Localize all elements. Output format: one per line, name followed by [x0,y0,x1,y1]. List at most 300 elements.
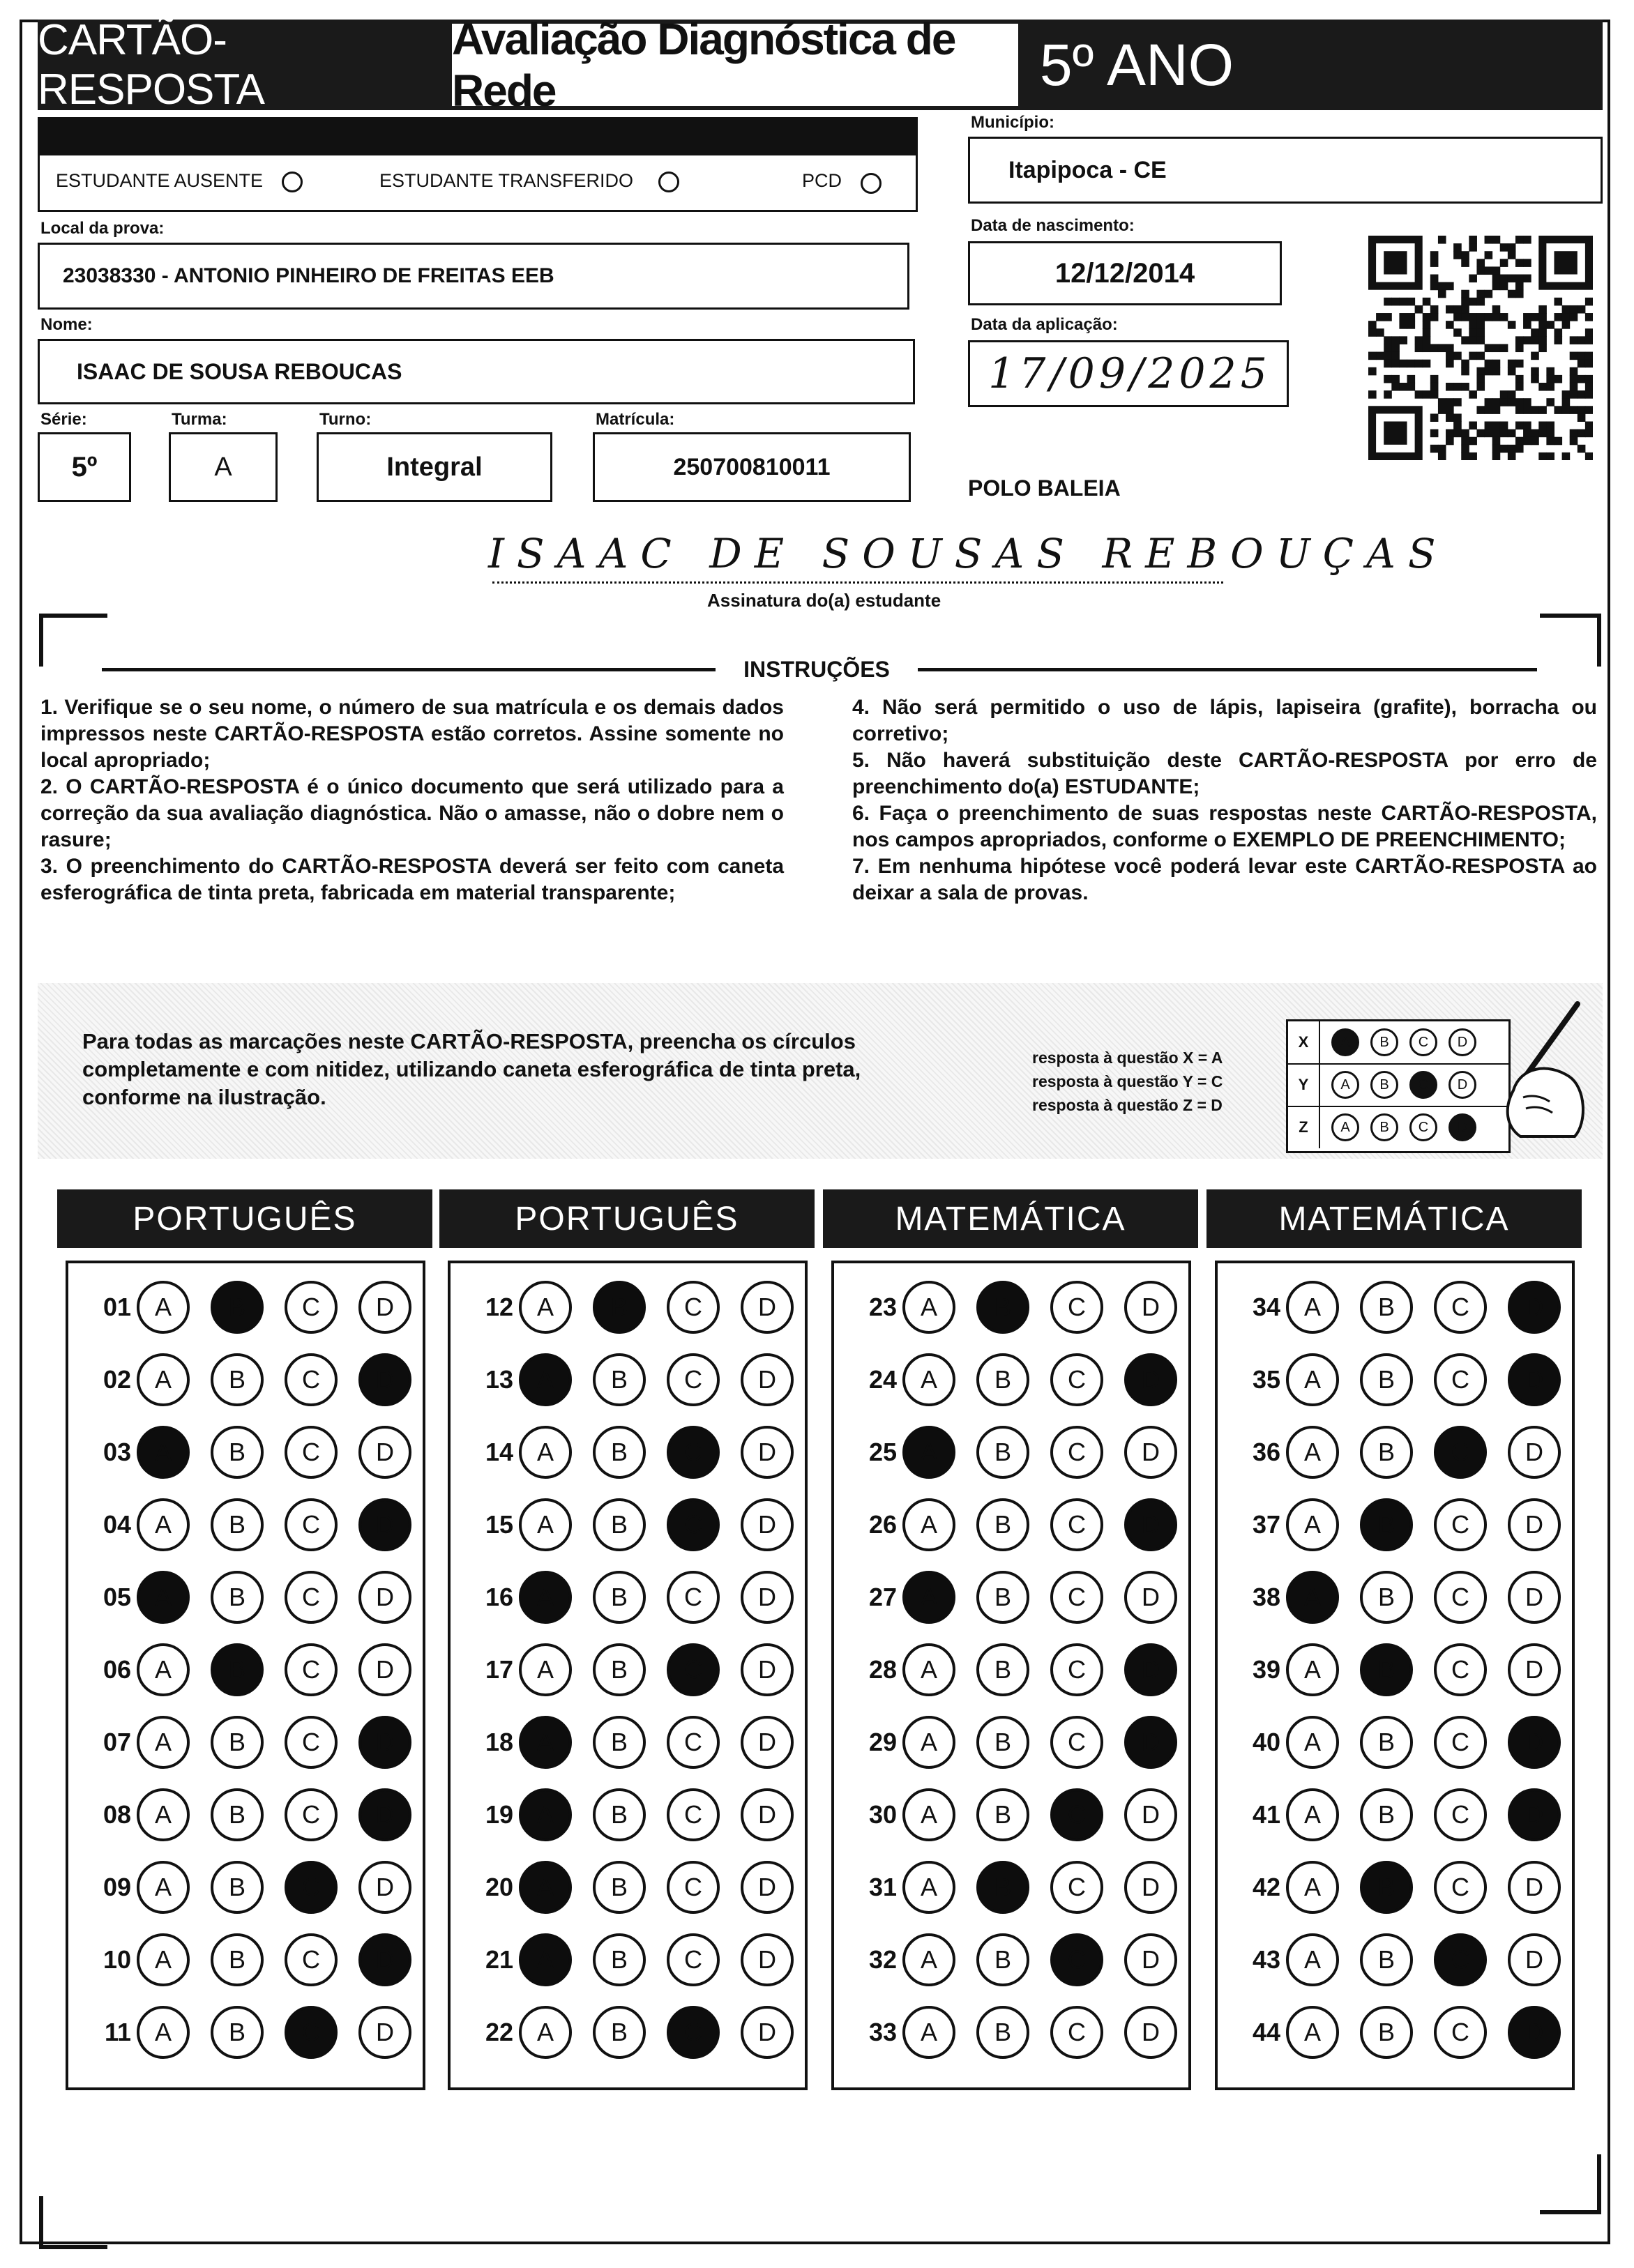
answer-bubble[interactable]: D [741,1788,794,1841]
example-bubble: C [1409,1113,1437,1141]
instruction-item: 4. Não será permitido o uso de lápis, lapiseira (grafite), borracha ou corretivo; [852,696,1597,745]
answer-bubble[interactable]: D [1508,1498,1561,1551]
question-number: 36 [1252,1438,1280,1466]
answer-bubble[interactable]: D [741,1353,794,1406]
answer-bubble[interactable]: A [137,1571,190,1624]
answer-bubble[interactable]: C [1434,1571,1487,1624]
answer-bubble[interactable]: B [211,1353,264,1406]
answer-bubble[interactable]: D [741,1716,794,1769]
answer-bubble[interactable]: B [1360,1353,1413,1406]
answer-bubble[interactable]: A [1286,2006,1339,2059]
question-number: 11 [104,2018,131,2046]
example-row-label: Y [1288,1064,1320,1106]
answer-bubble[interactable]: C [1434,1716,1487,1769]
answer-bubble[interactable]: B [976,1861,1029,1914]
absent-label: ESTUDANTE AUSENTE [56,170,264,191]
instruction-item: 6. Faça o preenchimento de suas respostas neste CARTÃO-RESPOSTA, nos campos apropriados, conforme o EXEMPLO DE PREENCHIMENTO; [852,802,1597,851]
answer-bubble[interactable]: C [667,1933,720,1986]
answer-bubble[interactable]: A [1286,1643,1339,1696]
question-row [464,1566,815,1629]
answer-bubble[interactable]: B [976,1498,1029,1551]
answer-bubble[interactable]: C [1050,1716,1103,1769]
answer-bubble[interactable]: C [667,1716,720,1769]
answer-bubble[interactable]: D [1508,1426,1561,1479]
question-row [464,1276,815,1339]
answer-bubble[interactable]: C [285,1498,338,1551]
answer-bubble[interactable]: A [519,1933,572,1986]
answer-bubble[interactable]: A [137,1643,190,1696]
question-row [1232,1783,1582,1846]
question-row [82,1566,432,1629]
answer-bubble[interactable]: D [358,1933,411,1986]
instruction-item: 2. O CARTÃO-RESPOSTA é o único documento que será utilizado para a correção da sua avaliação diagnóstica. Não o amasse, não o dobre nem o rasure; [40,775,784,851]
panel-title: PORTUGUÊS [439,1189,815,1248]
corner-mark-bottom-left [39,2196,107,2249]
pcd-checkbox[interactable] [861,173,882,194]
answer-bubble[interactable]: B [211,2006,264,2059]
answer-bubble[interactable]: A [519,1281,572,1334]
answer-bubble[interactable]: A [902,1353,955,1406]
answer-bubble[interactable]: B [976,1571,1029,1624]
question-row [848,1856,1198,1919]
pcd-label: PCD [802,170,842,191]
answer-bubble[interactable]: A [1286,1788,1339,1841]
answer-bubble[interactable]: D [358,1426,411,1479]
answer-bubble[interactable]: C [1434,1643,1487,1696]
answer-bubble[interactable]: B [1360,1716,1413,1769]
answer-bubble[interactable]: D [1124,1716,1177,1769]
question-number: 27 [868,1583,897,1611]
answer-bubble[interactable]: C [1050,1426,1103,1479]
answer-bubble[interactable]: D [1508,1716,1561,1769]
example-legend-z: resposta à questão Z = D [1032,1096,1223,1114]
question-number: 28 [868,1655,897,1684]
answer-bubble[interactable]: B [211,1933,264,1986]
answer-bubble[interactable]: C [285,1571,338,1624]
birthdate-label: Data de nascimento: [971,216,1135,235]
qr-code-icon [1368,236,1593,460]
answer-bubble[interactable]: C [1050,1861,1103,1914]
answer-bubble[interactable]: D [1124,1788,1177,1841]
question-row [82,1928,432,1991]
answer-bubble[interactable]: A [519,1716,572,1769]
example-legend-y: resposta à questão Y = C [1032,1072,1223,1090]
question-number: 21 [485,1945,513,1974]
question-number: 43 [1252,1945,1280,1974]
answer-bubble[interactable]: B [593,1498,646,1551]
answer-bubble[interactable]: C [667,1788,720,1841]
question-row [1232,1493,1582,1556]
answer-bubble[interactable]: C [285,1643,338,1696]
answer-bubble[interactable]: B [593,1861,646,1914]
answer-bubble[interactable]: C [667,1281,720,1334]
answer-bubble[interactable]: B [211,1498,264,1551]
answer-bubble[interactable]: B [1360,1498,1413,1551]
question-row [1232,1638,1582,1701]
answer-bubble[interactable]: B [976,1716,1029,1769]
question-row [1232,1421,1582,1484]
answer-bubble[interactable]: A [137,1933,190,1986]
answer-bubble[interactable]: C [285,1281,338,1334]
answer-bubble[interactable]: C [285,2006,338,2059]
answer-bubble[interactable]: A [519,1353,572,1406]
turma-label: Turma: [172,410,227,429]
answer-bubble[interactable]: C [1434,1933,1487,1986]
question-number: 24 [868,1365,897,1394]
local-prova-value: 23038330 - ANTONIO PINHEIRO DE FREITAS EEB [63,264,554,287]
question-number: 31 [868,1873,897,1901]
card-title: CARTÃO-RESPOSTA [38,16,265,114]
answer-bubble[interactable]: C [667,1353,720,1406]
absent-checkbox[interactable] [282,172,303,192]
answer-bubble[interactable]: A [902,1933,955,1986]
example-legend [1032,1046,1223,1117]
answer-bubble[interactable]: C [1434,1426,1487,1479]
example-bubble: B [1370,1071,1398,1099]
question-number: 15 [485,1510,513,1539]
answer-bubble[interactable]: B [211,1716,264,1769]
answer-bubble[interactable]: C [1434,1498,1487,1551]
answer-bubble[interactable]: C [1050,1933,1103,1986]
question-number: 34 [1252,1293,1280,1321]
answer-bubble[interactable]: A [1286,1571,1339,1624]
answer-bubble[interactable]: D [1124,2006,1177,2059]
answer-bubble[interactable]: B [211,1861,264,1914]
answer-bubble[interactable]: D [741,1933,794,1986]
hand-with-pen-icon [1492,1000,1590,1139]
answer-bubble[interactable]: C [285,1426,338,1479]
answer-bubble[interactable]: A [902,1788,955,1841]
question-number: 23 [868,1293,897,1321]
answer-bubble[interactable]: A [902,1861,955,1914]
answer-bubble[interactable]: B [593,1788,646,1841]
answer-bubble[interactable]: C [285,1933,338,1986]
question-row [82,1638,432,1701]
application-date-label: Data da aplicação: [971,315,1118,334]
instruction-item: 1. Verifique se o seu nome, o número de sua matrícula e os demais dados impressos neste CARTÃO-RESPOSTA estão corretos. Assine somente no local apropriado; [40,696,784,772]
answer-bubble[interactable]: B [1360,1933,1413,1986]
question-number: 42 [1252,1873,1280,1901]
answer-bubble[interactable]: B [593,2006,646,2059]
answer-bubble[interactable]: A [1286,1353,1339,1406]
answer-bubble[interactable]: A [1286,1426,1339,1479]
answer-bubble[interactable]: A [137,1426,190,1479]
question-row [464,1711,815,1774]
answer-bubble[interactable]: A [137,1353,190,1406]
example-bubble: D [1448,1028,1476,1056]
answer-bubble[interactable]: A [137,1861,190,1914]
question-number: 07 [103,1728,131,1756]
answer-bubble[interactable]: A [519,1426,572,1479]
answer-bubble[interactable]: D [358,1571,411,1624]
question-row [848,1928,1198,1991]
answer-panel [448,1261,808,2090]
answer-bubble[interactable]: B [593,1281,646,1334]
answer-bubble[interactable]: D [1508,1353,1561,1406]
answer-bubble[interactable]: D [358,1353,411,1406]
answer-bubble[interactable]: B [211,1643,264,1696]
question-number: 32 [868,1945,897,1974]
answer-bubble[interactable]: C [285,1788,338,1841]
answer-bubble[interactable]: D [1508,1281,1561,1334]
answer-bubble[interactable]: C [667,1571,720,1624]
transferred-checkbox[interactable] [658,172,679,192]
answer-bubble[interactable]: C [285,1716,338,1769]
answer-bubble[interactable]: C [1050,1571,1103,1624]
turno-label: Turno: [319,410,372,429]
question-number: 05 [103,1583,131,1611]
answer-bubble[interactable]: D [741,1281,794,1334]
answer-bubble[interactable]: D [358,2006,411,2059]
answer-bubble[interactable]: C [667,1861,720,1914]
answer-bubble[interactable]: D [358,1861,411,1914]
answer-bubble[interactable]: C [667,1643,720,1696]
question-number: 20 [485,1873,513,1901]
answer-bubble[interactable]: B [976,1426,1029,1479]
answer-bubble[interactable]: A [1286,1861,1339,1914]
question-row [464,1638,815,1701]
answer-bubble[interactable]: D [1508,1788,1561,1841]
answer-bubble[interactable]: D [1124,1933,1177,1986]
answer-bubble[interactable]: B [1360,1281,1413,1334]
answer-bubble[interactable]: B [1360,1426,1413,1479]
question-row [464,1856,815,1919]
question-row [82,1276,432,1339]
instructions-rule-right [918,668,1537,671]
answer-panel [66,1261,425,2090]
question-number: 35 [1252,1365,1280,1394]
corner-mark-top-right [1540,614,1601,667]
answer-bubble[interactable]: C [1050,1788,1103,1841]
answer-bubble[interactable]: A [1286,1281,1339,1334]
answer-bubble[interactable]: B [593,1643,646,1696]
instruction-item: 5. Não haverá substituição deste CARTÃO-RESPOSTA por erro de preenchimento do(a) ESTUDANTE; [852,749,1597,798]
instructions-rule-left [102,668,716,671]
answer-bubble[interactable]: B [211,1571,264,1624]
answer-bubble[interactable]: A [137,2006,190,2059]
answer-bubble[interactable]: C [667,1498,720,1551]
answer-bubble[interactable]: A [519,2006,572,2059]
answer-bubble[interactable]: A [902,1716,955,1769]
answer-bubble[interactable]: B [593,1353,646,1406]
question-row [82,1711,432,1774]
question-row [848,1566,1198,1629]
question-row [82,1493,432,1556]
example-row [1288,1106,1508,1148]
example-fill-grid [1286,1019,1511,1153]
question-number: 39 [1252,1655,1280,1684]
answer-bubble[interactable]: D [1124,1643,1177,1696]
answer-bubble[interactable]: C [1434,1281,1487,1334]
answer-bubble[interactable]: C [1050,1643,1103,1696]
question-row [1232,1276,1582,1339]
answer-bubble[interactable]: D [358,1788,411,1841]
polo-label: POLO BALEIA [968,475,1121,501]
answer-bubble[interactable]: D [741,1498,794,1551]
question-number: 44 [1252,2018,1280,2046]
question-row [848,1783,1198,1846]
answer-bubble[interactable]: B [976,1643,1029,1696]
question-row [1232,1348,1582,1411]
answer-bubble[interactable]: A [902,1643,955,1696]
answer-bubble[interactable]: A [519,1498,572,1551]
example-bubble: A [1331,1113,1359,1141]
answer-bubble[interactable]: B [1360,1861,1413,1914]
answer-bubble[interactable]: B [1360,2006,1413,2059]
answer-bubble[interactable]: A [902,2006,955,2059]
answer-bubble[interactable]: A [1286,1933,1339,1986]
question-row [82,1421,432,1484]
panel-title: MATEMÁTICA [1206,1189,1582,1248]
answer-bubble[interactable]: D [1508,1571,1561,1624]
answer-bubble[interactable]: B [1360,1571,1413,1624]
answer-bubble[interactable]: C [1050,1353,1103,1406]
instructions-left-column [40,694,784,906]
card-subtitle: Avaliação Diagnóstica de Rede [452,24,1018,106]
answer-bubble[interactable]: B [211,1788,264,1841]
answer-bubble[interactable]: B [1360,1643,1413,1696]
birthdate-value: 12/12/2014 [1054,257,1195,289]
question-row [1232,1566,1582,1629]
answer-bubble[interactable]: B [593,1933,646,1986]
answer-bubble[interactable]: C [1434,1788,1487,1841]
answer-bubble[interactable]: B [976,1281,1029,1334]
answer-bubble[interactable]: D [358,1498,411,1551]
answer-bubble[interactable]: D [1124,1353,1177,1406]
question-row [464,1783,815,1846]
answer-bubble[interactable]: D [1508,1643,1561,1696]
question-row [82,2001,432,2064]
question-number: 41 [1252,1800,1280,1829]
answer-bubble[interactable]: A [1286,1716,1339,1769]
transferred-label: ESTUDANTE TRANSFERIDO [379,170,634,191]
answer-bubble[interactable]: A [137,1788,190,1841]
answer-bubble[interactable]: C [1434,1353,1487,1406]
answer-bubble[interactable]: C [1434,1861,1487,1914]
answer-bubble[interactable]: D [1508,2006,1561,2059]
answer-bubble[interactable]: D [1124,1861,1177,1914]
question-number: 04 [103,1510,131,1539]
answer-bubble[interactable]: D [358,1716,411,1769]
example-bubble: D [1448,1113,1476,1141]
answer-bubble[interactable]: B [211,1426,264,1479]
signature-caption: Assinatura do(a) estudante [707,590,941,611]
answer-bubble[interactable]: D [1508,1933,1561,1986]
answer-bubble[interactable]: B [593,1426,646,1479]
question-number: 33 [868,2018,897,2046]
question-number: 10 [103,1945,131,1974]
answer-bubble[interactable]: D [1124,1498,1177,1551]
answer-bubble[interactable]: C [1050,1281,1103,1334]
answer-panel [831,1261,1191,2090]
serie-label: Série: [40,410,87,429]
answer-bubble[interactable]: D [358,1643,411,1696]
answer-bubble[interactable]: A [1286,1498,1339,1551]
answer-bubble[interactable]: A [137,1716,190,1769]
question-number: 02 [103,1365,131,1394]
answer-bubble[interactable]: C [1050,2006,1103,2059]
example-text: Para todas as marcações neste CARTÃO-RESPOSTA, preencha os círculos completamente e com nitidez, utilizando caneta esferográfica de tinta preta, conforme na ilustração. [82,1029,861,1109]
example-bubble: A [1331,1028,1359,1056]
answer-bubble[interactable]: B [976,2006,1029,2059]
answer-bubble[interactable]: B [593,1571,646,1624]
corner-mark-top-left [39,614,107,667]
municipio-label: Município: [971,113,1054,132]
answer-bubble[interactable]: D [741,1426,794,1479]
question-row [848,1421,1198,1484]
answer-bubble[interactable]: C [285,1353,338,1406]
answer-bubble[interactable]: B [976,1788,1029,1841]
local-prova-label: Local da prova: [40,219,165,238]
question-row [848,2001,1198,2064]
answer-bubble[interactable]: A [519,1861,572,1914]
answer-bubble[interactable]: D [741,1861,794,1914]
question-number: 40 [1252,1728,1280,1756]
answer-bubble[interactable]: D [1508,1861,1561,1914]
answer-bubble[interactable]: D [1124,1426,1177,1479]
instructions-right-column [852,694,1597,906]
answer-bubble[interactable]: A [137,1281,190,1334]
answer-bubble[interactable]: A [519,1571,572,1624]
answer-bubble[interactable]: A [137,1498,190,1551]
answer-bubble[interactable]: B [211,1281,264,1334]
example-legend-x: resposta à questão X = A [1032,1049,1223,1067]
answer-bubble[interactable]: C [667,2006,720,2059]
answer-bubble[interactable]: D [741,1571,794,1624]
answer-bubble[interactable]: B [976,1353,1029,1406]
question-number: 08 [103,1800,131,1829]
question-row [1232,1928,1582,1991]
question-number: 30 [868,1800,897,1829]
answer-bubble[interactable]: A [902,1426,955,1479]
answer-bubble[interactable]: C [285,1861,338,1914]
answer-bubble[interactable]: C [1434,2006,1487,2059]
answer-bubble[interactable]: A [519,1788,572,1841]
answer-bubble[interactable]: D [1124,1281,1177,1334]
answer-bubble[interactable]: B [593,1716,646,1769]
question-row [848,1711,1198,1774]
answer-bubble[interactable]: D [741,1643,794,1696]
signature-line [492,581,1223,584]
answer-bubble[interactable]: B [1360,1788,1413,1841]
question-number: 38 [1252,1583,1280,1611]
question-row [464,1421,815,1484]
example-bubble: D [1448,1071,1476,1099]
matricula-label: Matrícula: [596,410,675,429]
answer-bubble[interactable]: C [667,1426,720,1479]
answer-bubble[interactable]: A [519,1643,572,1696]
question-row [82,1348,432,1411]
instruction-item: 3. O preenchimento do CARTÃO-RESPOSTA deverá ser feito com caneta esferográfica de tinta preta, fabricada em material transparente; [40,855,784,904]
answer-bubble[interactable]: C [1050,1498,1103,1551]
answer-bubble[interactable]: A [902,1498,955,1551]
name-value: ISAAC DE SOUSA REBOUCAS [77,358,402,384]
question-row [1232,1856,1582,1919]
question-number: 22 [485,2018,513,2046]
answer-bubble[interactable]: A [902,1281,955,1334]
name-label: Nome: [40,315,93,334]
answer-bubble[interactable]: D [741,2006,794,2059]
question-row [848,1276,1198,1339]
answer-bubble[interactable]: D [358,1281,411,1334]
answer-bubble[interactable]: A [902,1571,955,1624]
question-number: 13 [485,1365,513,1394]
municipio-value: Itapipoca - CE [1008,156,1167,183]
answer-bubble[interactable]: B [976,1933,1029,1986]
answer-bubble[interactable]: D [1124,1571,1177,1624]
question-number: 16 [485,1583,513,1611]
example-row-label: X [1288,1021,1320,1063]
